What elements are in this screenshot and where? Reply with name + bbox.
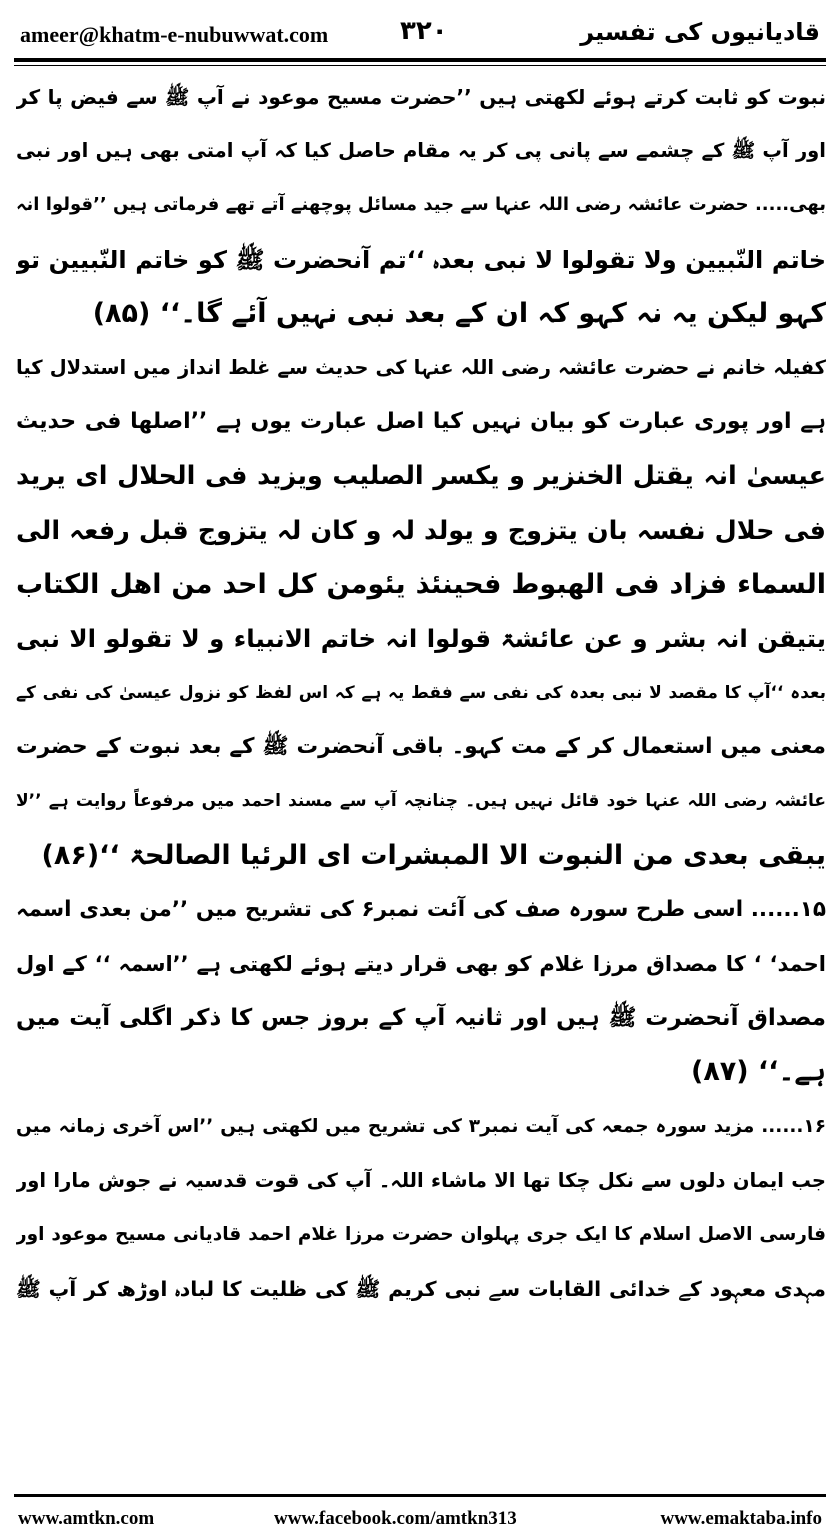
text-line: فارسی الاصل اسلام کا ایک جری پہلوان حضرت مرزا غلام احمد قادیانی مسیح موعود اور (16, 1223, 826, 1245)
header-divider (14, 58, 826, 62)
text-line: احمد‘ ‘ کا مصداق مرزا غلام کو بھی قرار دیتے ہوئے لکھتی ہے ’’اسمہ ‘‘ کے اول (16, 952, 826, 976)
text-line: بعدہ ‘‘آپ کا مقصد لا نبی بعدہ کی نفی سے فقط یہ ہے کہ اس لفظ کو نزول عیسیٰ کی نفی کے (16, 683, 826, 704)
text-line: ۱۵...... اسی طرح سورہ صف کی آئت نمبر۶ کی تشریح میں ’’من بعدی اسمہ (16, 896, 826, 922)
text-line: ہے۔‘‘ (۸۷) (690, 1056, 826, 1088)
text-line: عیسیٰ انہ یقتل الخنزیر و یکسر الصلیب ویزید فی الحلال ای یرید (16, 461, 826, 492)
text-line: مہدی معہود کے خدائی القابات سے نبی کریم ﷺ کی ظلیت کا لبادہ اوڑھ کر آپ ﷺ (16, 1277, 826, 1302)
text-line: یبقی بعدی من النبوت الا المبشرات ای الرئیا الصالحۃ ‘‘(۸۶) (41, 839, 826, 871)
page-number: ۳۲۰ (400, 16, 448, 46)
footer-link-amtkn[interactable]: www.amtkn.com (18, 1508, 155, 1529)
header-email: ameer@khatm-e-nubuwwat.com (20, 22, 329, 47)
text-line: کفیلہ خانم نے حضرت عائشہ رضی اللہ عنہا کی حدیث سے غلط انداز میں استدلال کیا (16, 355, 826, 379)
text-line: کہو لیکن یہ نہ کہو کہ ان کے بعد نبی نہیں آئے گا۔‘‘ (۸۵) (92, 297, 826, 329)
text-line: اور آپ ﷺ کے چشمے سے پانی پی کر یہ مقام حاصل کیا کہ آپ امتی بھی ہیں اور نبی (16, 139, 826, 163)
text-line: جب ایمان دلوں سے نکل چکا تھا الا ماشاء اللہ۔ آپ کی قوت قدسیہ نے جوش مارا اور (16, 1168, 826, 1192)
text-line: عائشہ رضی اللہ عنہا خود قائل نہیں ہیں۔ چنانچہ آپ سے مسند احمد میں مرفوعاً روایت ہے ’’لا (16, 791, 826, 812)
text-line: بھی..... حضرت عائشہ رضی اللہ عنہا سے جید مسائل پوچھنے آتے تھے فرماتی ہیں ’’قولوا انہ (16, 194, 826, 216)
body-text (16, 70, 826, 1316)
text-line: یتیقن انہ بشر و عن عائشۃ قولوا انہ خاتم الانبیاء و لا تقولو الا نبی (16, 623, 826, 653)
footer-divider (14, 1494, 826, 1497)
text-line: خاتم النّبیین ولا تقولوا لا نبی بعدہ ‘‘تم آنحضرت ﷺ کو خاتم النّبیین تو (16, 245, 826, 274)
page-footer (12, 1504, 828, 1534)
text-line: مصداق آنحضرت ﷺ ہیں اور ثانیہ آپ کے بروز جس کا ذکر اگلی آیت میں (16, 1005, 826, 1032)
text-line: ہے اور پوری عبارت کو بیان نہیں کیا اصل عبارت یوں ہے ’’اصلھا فی حدیث (16, 409, 826, 435)
text-line: فی حلال نفسہ بان یتزوج و یولد لہ و کان لہ یتزوج قبل رفعہ الی (16, 515, 826, 546)
footer-link-emaktaba[interactable]: www.emaktaba.info (660, 1508, 822, 1529)
page-header (12, 14, 828, 54)
text-line: نبوت کو ثابت کرتے ہوئے لکھتی ہیں ’’حضرت مسیح موعود نے آپ ﷺ سے فیض پا کر (16, 85, 826, 109)
book-title: قادیانیوں کی تفسیر (580, 18, 820, 46)
text-line: السماء فزاد فی الھبوط فحینئذ یئومن کل احد من اھل الکتاب (16, 568, 826, 600)
footer-link-facebook[interactable]: www.facebook.com/amtkn313 (274, 1508, 517, 1529)
text-line: معنی میں استعمال کر کے مت کہو۔ باقی آنحضرت ﷺ کے بعد نبوت کے حضرت (16, 734, 826, 760)
text-line: ۱۶...... مزید سورہ جمعہ کی آیت نمبر۳ کی تشریح میں لکھتی ہیں ’’اس آخری زمانہ میں (16, 1115, 826, 1137)
header-divider-thin (14, 65, 826, 66)
